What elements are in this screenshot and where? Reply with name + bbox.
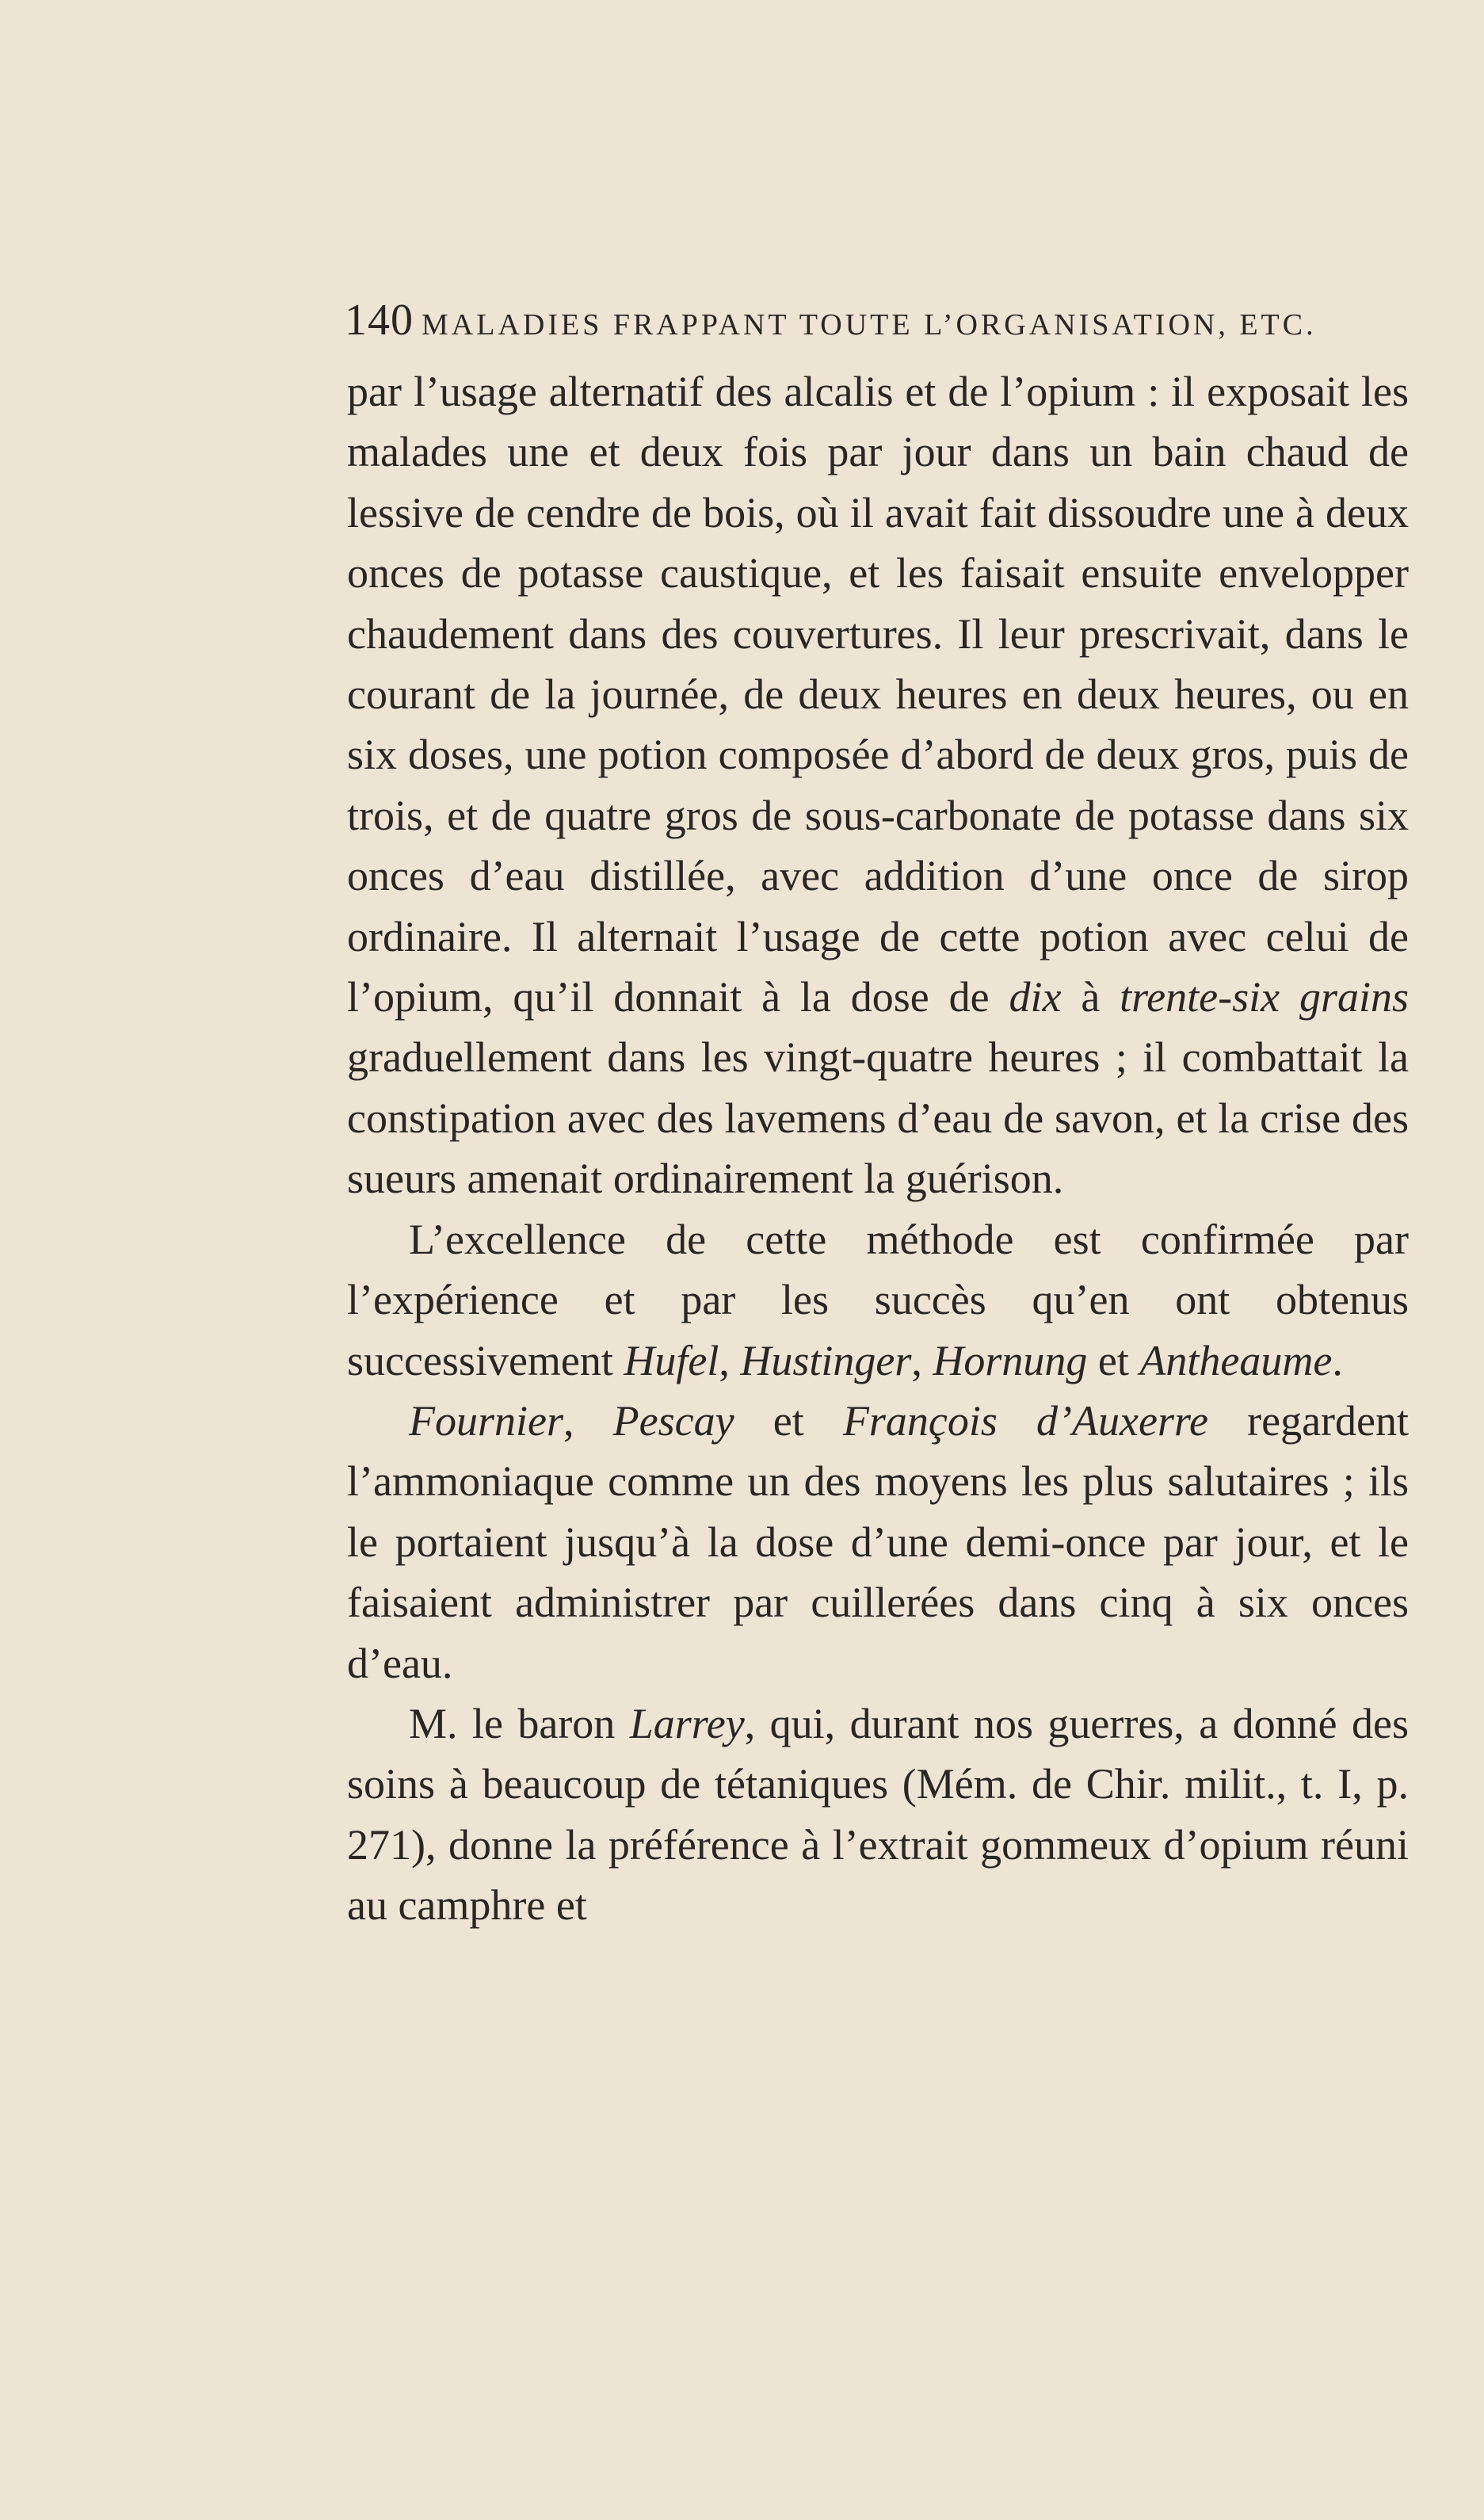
text-run: par l’usage alternatif des alcalis et de l’opium : il exposait les malades une et deux fois par jour dans un bain chaud de lessive de cendre de bois, où il avait fait dissoudre une à deux onces de potasse caustique, et les faisait ensuite envelopper chaudement dans des couvertures. Il leur prescrivait, dans le courant de la journée, de deux heures en deux heures, ou en six doses, une potion composée d’abord de deux gros, puis de trois, et de quatre gros de sous-carbonate de potasse dans six onces d’eau distillée, avec addition d’une once de sirop ordinaire. Il alternait l’usage de cette potion avec celui de l’opium, qu’il donnait à la dose de xyxy=(347,368,1409,1021)
paragraph-3 xyxy=(347,1391,1409,1693)
text-run: L’excellence de cette méthode est confirmée par l’expérience et par les succès qu’en ont obtenus successivement xyxy=(347,1215,1409,1384)
paragraph-4 xyxy=(347,1693,1409,1936)
text-run: , xyxy=(719,1336,741,1384)
text-run: M. le baron xyxy=(409,1699,630,1747)
italic-run: Hornung xyxy=(933,1336,1088,1384)
italic-run: Hustinger xyxy=(740,1336,912,1384)
italic-run: Antheaume xyxy=(1139,1336,1333,1384)
running-head-title: MALADIES FRAPPANT TOUTE L’ORGANISATION, ETC. xyxy=(422,308,1317,342)
italic-run: Hufel xyxy=(624,1336,719,1384)
body-text xyxy=(347,361,1409,1936)
text-run: , xyxy=(563,1396,613,1445)
text-run: , qui, durant nos guerres, a donné des soins à beaucoup de tétaniques (Mém. de Chir. milit., t. I, p. 271), donne la préférence à l’extrait gommeux d’opium réuni au camphre et xyxy=(347,1699,1409,1930)
text-run: regardent l’ammoniaque comme un des moyens les plus salutaires ; ils le portaient jusqu’à la dose d’une demi-once par jour, et le faisaient administrer par cuillerées dans cinq à six onces d’eau. xyxy=(347,1396,1409,1687)
text-run: et xyxy=(734,1396,843,1445)
italic-run: Pescay xyxy=(612,1396,734,1445)
text-run: . xyxy=(1332,1336,1343,1384)
paragraph-1 xyxy=(347,361,1409,1209)
italic-run: Larrey xyxy=(629,1699,745,1747)
text-run: à xyxy=(1061,973,1120,1021)
italic-run: trente-six grains xyxy=(1120,973,1409,1021)
italic-run: dix xyxy=(1009,973,1062,1021)
page-number: 140 xyxy=(345,296,414,345)
running-head xyxy=(345,295,1406,350)
paragraph-2 xyxy=(347,1209,1409,1391)
text-run: et xyxy=(1087,1336,1140,1384)
italic-run: Fournier xyxy=(409,1396,563,1445)
italic-run: François d’Auxerre xyxy=(842,1396,1208,1445)
text-run: graduellement dans les vingt-quatre heures ; il combattait la constipation avec des lavemens d’eau de savon, et la crise des sueurs amenait ordinairement la guérison. xyxy=(347,1033,1409,1203)
text-run: , xyxy=(911,1336,933,1384)
